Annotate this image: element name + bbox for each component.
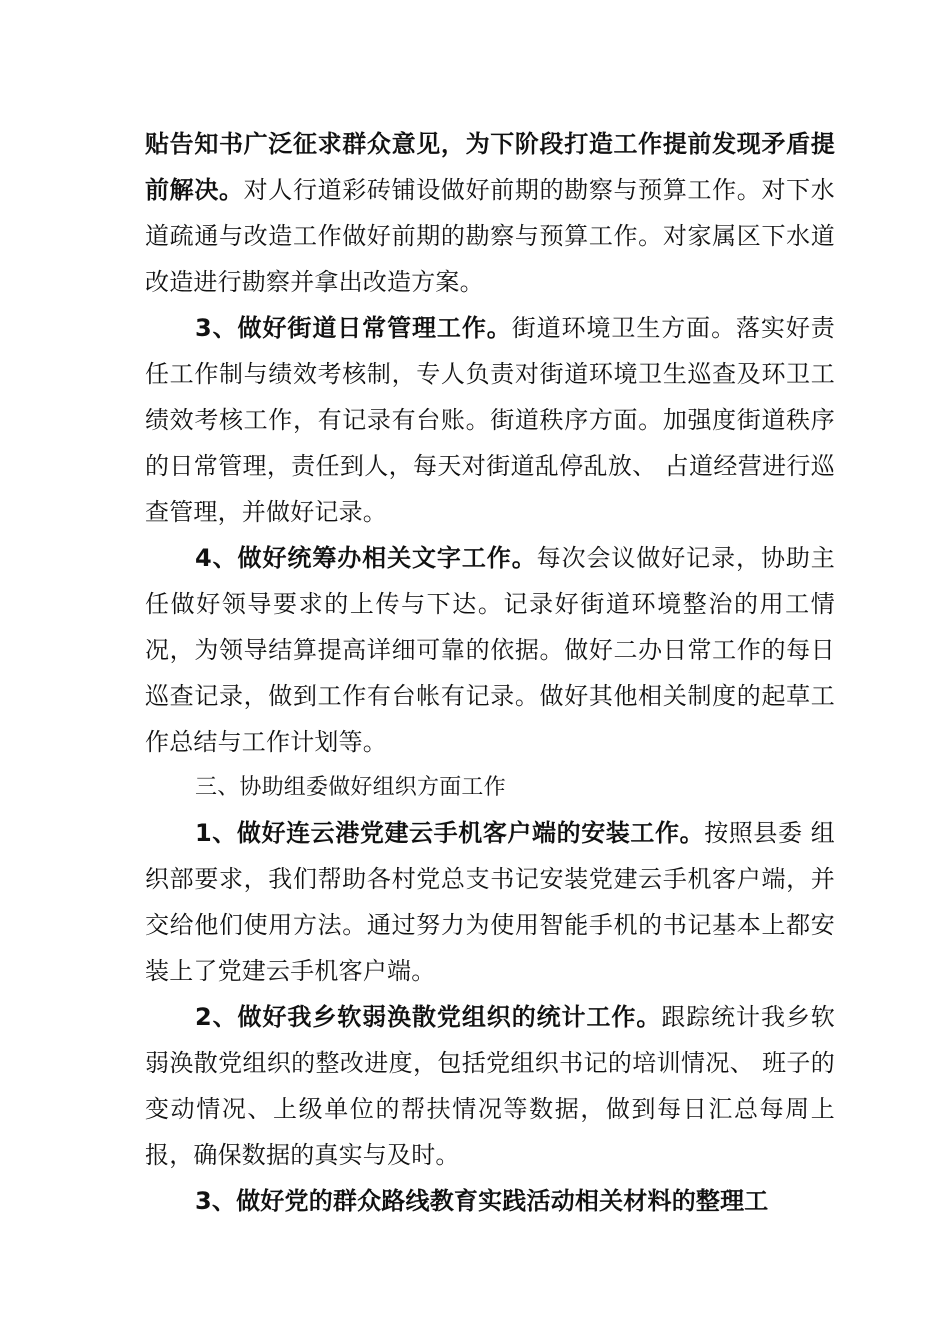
paragraph-lead-bold: 2、做好我乡软弱涣散党组织的统计工作。 — [195, 1003, 662, 1031]
paragraph-body: 跟踪统计我乡软弱涣散党组织的整改进度，包括党组织书记的培训情况、 班子的变动情况、上级单位的帮扶情况等数据，做到每日汇总每周上报，确保数据的真实与及时。 — [145, 1003, 835, 1169]
paragraph-continuation — [145, 121, 835, 305]
paragraph-body: 对人行道彩砖铺设做好前期的勘察与预算工作。对下水道疏通与改造工作做好前期的勘察与预算工作。对家属区下水道改造进行勘察并拿出改造方案。 — [145, 176, 835, 296]
paragraph-body: 街道环境卫生方面。落实好责任工作制与绩效考核制，专人负责对街道环境卫生巡查及环卫工绩效考核工作，有记录有台账。街道秩序方面。加强度街道秩序的日常管理，责任到人，每天对街道乱停乱放、 占道经营进行巡查管理，并做好记录。 — [145, 314, 835, 526]
paragraph-lead-bold: 3、做好街道日常管理工作。 — [195, 314, 512, 342]
paragraph-body: 按照县委 组织部要求，我们帮助各村党总支书记安装党建云手机客户端，并交给他们使用方法。通过努力为使用智能手机的书记基本上都安装上了党建云手机客户端。 — [145, 819, 835, 985]
section-heading — [145, 765, 835, 811]
section-heading-text: 三、协助组委做好组织方面工作 — [195, 775, 506, 800]
paragraph-mass-line — [145, 1178, 835, 1224]
paragraph-app-install — [145, 810, 835, 994]
paragraph-lead-bold: 1、做好连云港党建云手机客户端的安装工作。 — [195, 819, 705, 847]
paragraph-lead-bold: 贴告知书广泛征求群众意见，为下阶段打造工作提前发现矛盾提前解决。 — [145, 130, 835, 204]
paragraph-street-management — [145, 305, 835, 535]
paragraph-statistics — [145, 994, 835, 1178]
paragraph-writing-work — [145, 535, 835, 765]
paragraph-lead-bold: 3、做好党的群众路线教育实践活动相关材料的整理工 — [195, 1187, 769, 1215]
paragraph-lead-bold: 4、做好统筹办相关文字工作。 — [195, 544, 537, 572]
paragraph-body: 每次会议做好记录，协助主任做好领导要求的上传与下达。记录好街道环境整治的用工情况，为领导结算提高详细可靠的依据。做好二办日常工作的每日巡查记录，做到工作有台帐有记录。做好其他相关制度的起草工作总结与工作计划等。 — [145, 544, 836, 756]
